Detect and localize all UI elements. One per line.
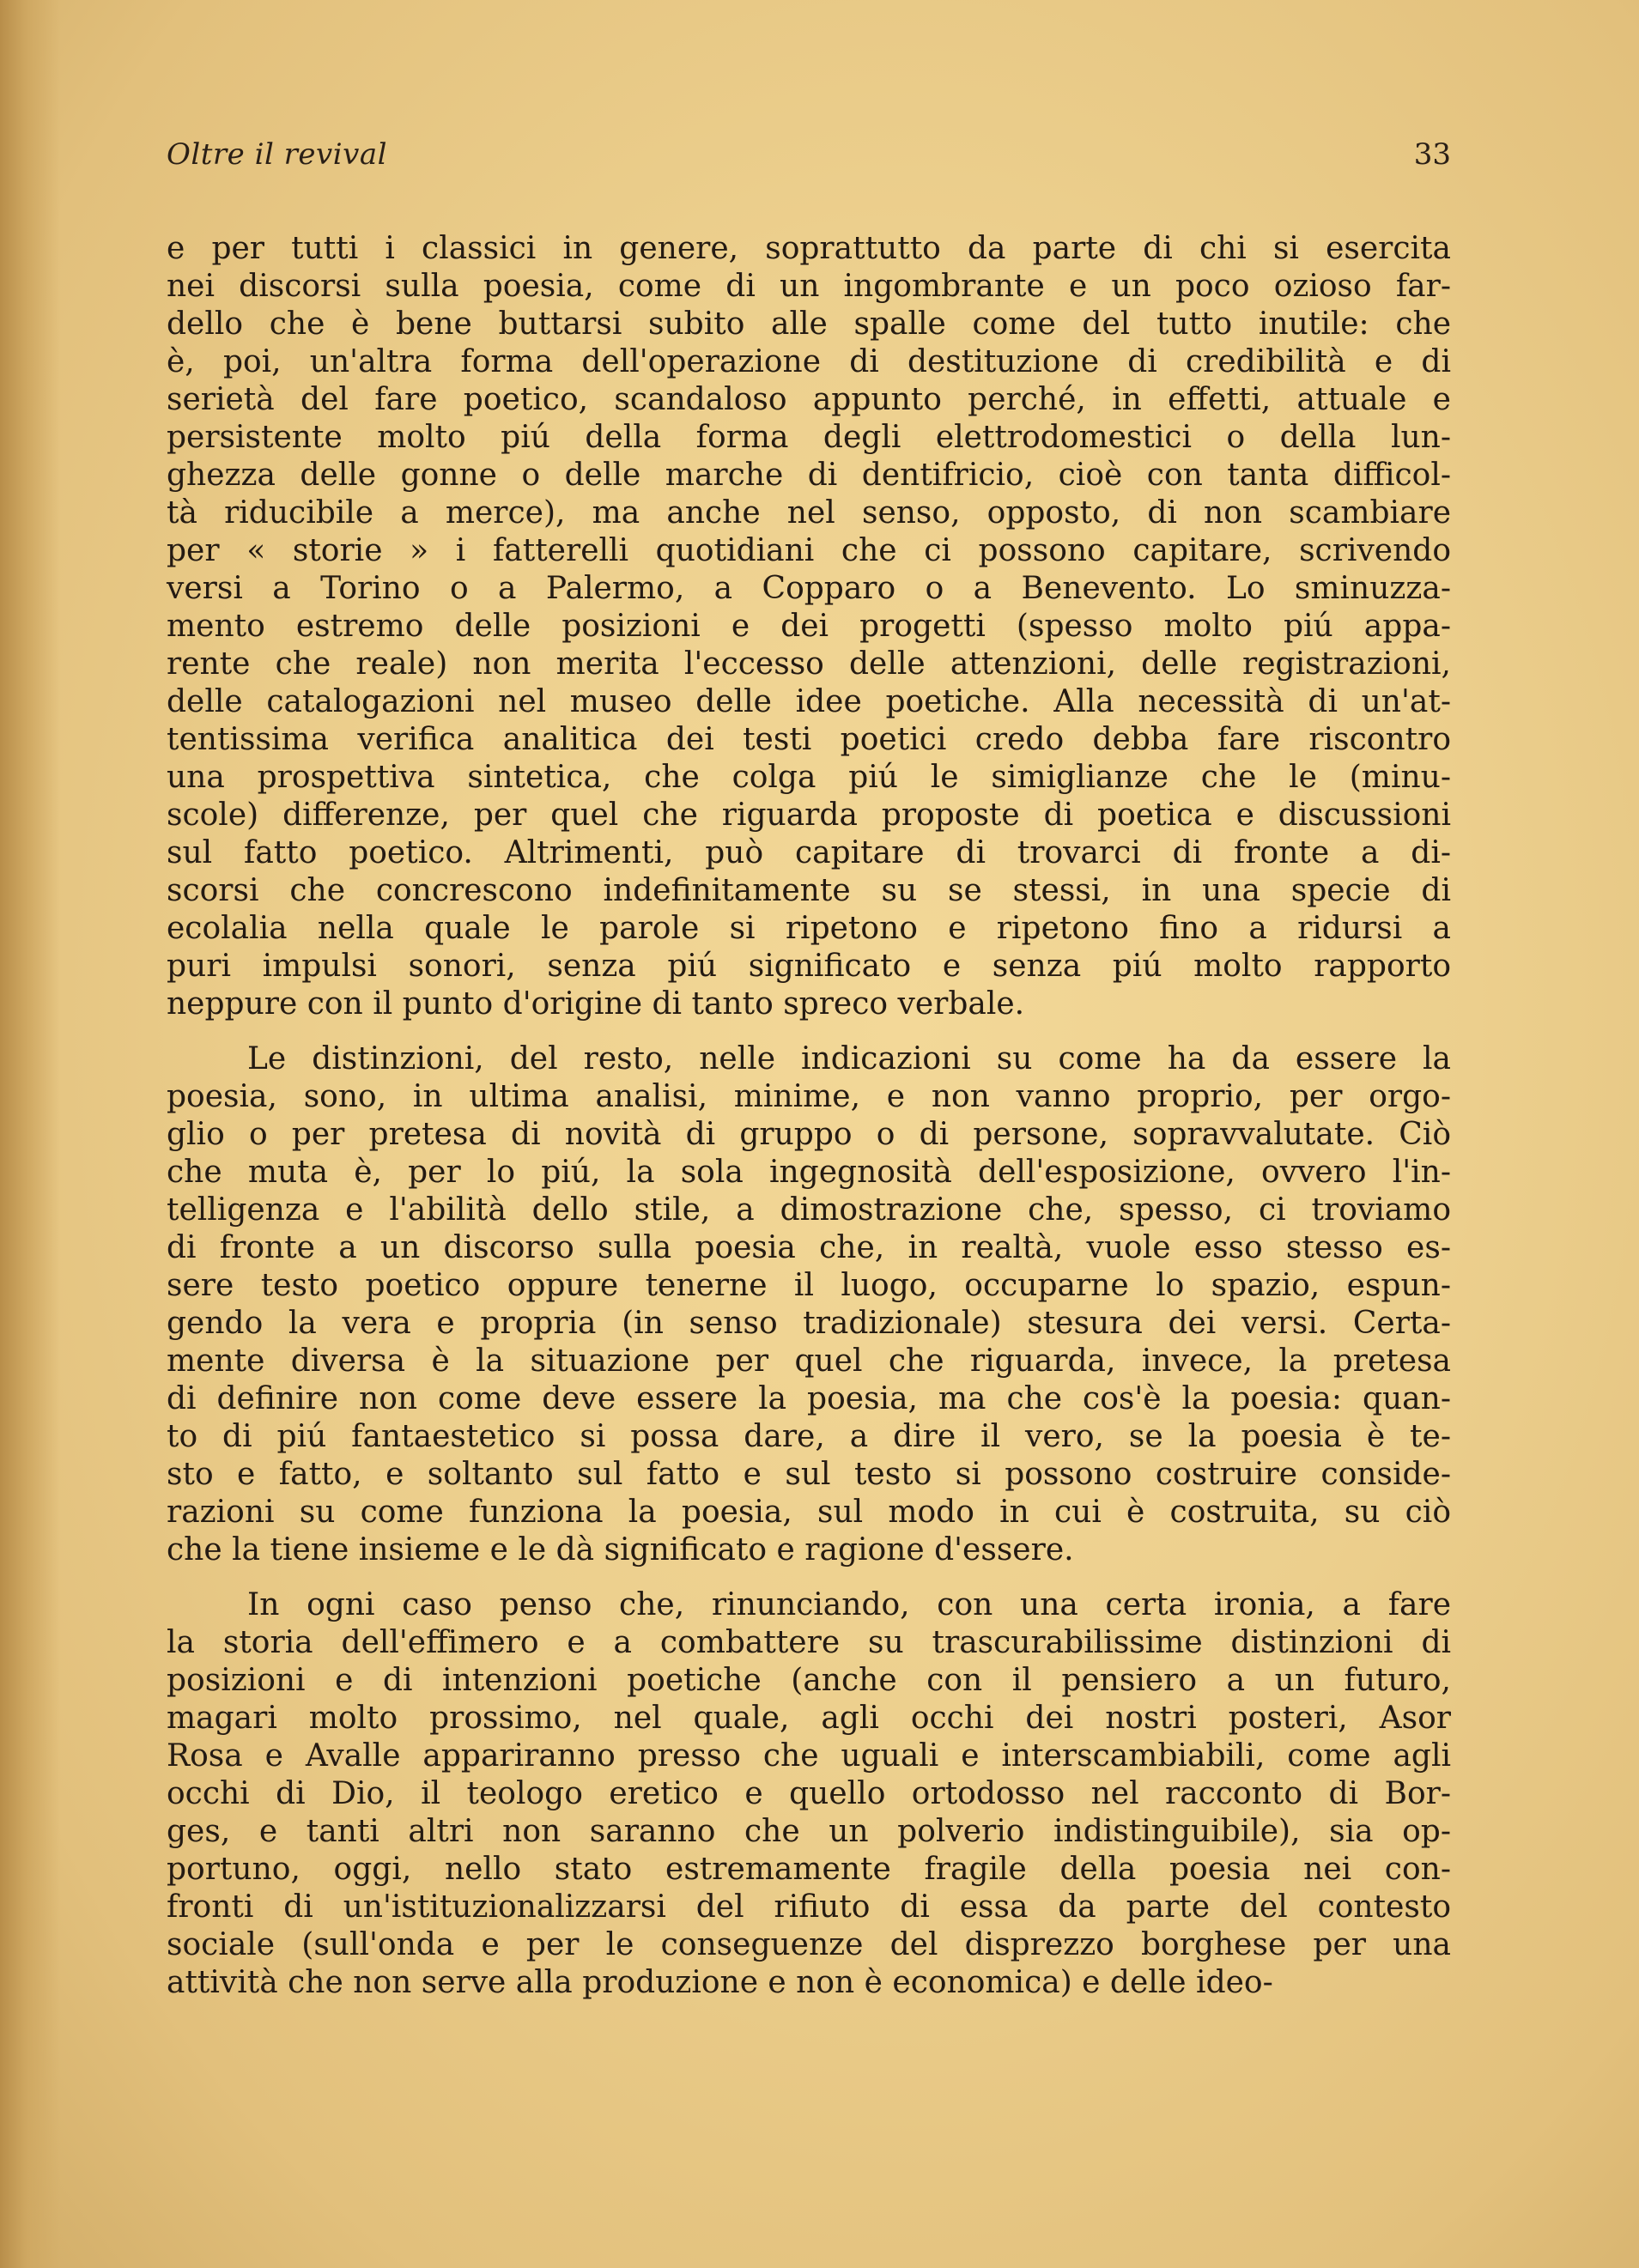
text-line: di definire non come deve essere la poesia, ma che cos'è la poesia: quan- <box>167 1381 1451 1416</box>
text-line: glio o per pretesa di novità di gruppo o di persone, sopravvalutate. Ciò <box>167 1117 1451 1152</box>
text-line: tentissima verifica analitica dei testi poetici credo debba fare riscontro <box>167 722 1451 757</box>
text-line: neppure con il punto d'origine di tanto spreco verbale. <box>167 986 1025 1022</box>
text-line: razioni su come funziona la poesia, sul modo in cui è costruita, su ciò <box>167 1495 1451 1530</box>
text-line: la storia dell'effimero e a combattere su trascurabilissime distinzioni di <box>167 1625 1451 1660</box>
text-line: tà riducibile a merce), ma anche nel senso, opposto, di non scambiare <box>167 495 1451 531</box>
text-line: che muta è, per lo piú, la sola ingegnosità dell'esposizione, ovvero l'in- <box>167 1155 1451 1190</box>
text-line: ges, e tanti altri non saranno che un polverio indistinguibile), sia op- <box>167 1814 1451 1849</box>
text-line: serietà del fare poetico, scandaloso appunto perché, in effetti, attuale e <box>167 382 1451 417</box>
running-title: Oltre il revival <box>167 137 387 172</box>
text-line: scole) differenze, per quel che riguarda proposte di poetica e discussioni <box>167 797 1451 833</box>
text-line: che la tiene insieme e le dà significato e ragione d'essere. <box>167 1532 1074 1568</box>
text-line: rente che reale) non merita l'eccesso delle attenzioni, delle registrazioni, <box>167 646 1451 682</box>
text-line: gendo la vera e propria (in senso tradizionale) stesura dei versi. Certa- <box>167 1306 1451 1341</box>
text-line: posizioni e di intenzioni poetiche (anche con il pensiero a un futuro, <box>167 1663 1451 1698</box>
text-line: è, poi, un'altra forma dell'operazione di destituzione di credibilità e di <box>167 344 1451 379</box>
text-line: occhi di Dio, il teologo eretico e quello ortodosso nel racconto di Bor- <box>167 1776 1451 1811</box>
text-line: sociale (sull'onda e per le conseguenze del disprezzo borghese per una <box>167 1927 1451 1962</box>
text-line: puri impulsi sonori, senza piú significato e senza piú molto rapporto <box>167 949 1451 984</box>
paragraph <box>167 1586 1451 2002</box>
text-line: fronti di un'istituzionalizzarsi del rifiuto di essa da parte del contesto <box>167 1889 1451 1925</box>
text-line: per « storie » i fatterelli quotidiani che ci possono capitare, scrivendo <box>167 533 1451 568</box>
text-line: sul fatto poetico. Altrimenti, può capitare di trovarci di fronte a di- <box>167 835 1451 870</box>
text-line: ecolalia nella quale le parole si ripetono e ripetono fino a ridursi a <box>167 911 1451 946</box>
text-line: Le distinzioni, del resto, nelle indicazioni su come ha da essere la <box>247 1041 1451 1076</box>
running-head <box>167 137 1451 189</box>
text-line: di fronte a un discorso sulla poesia che, in realtà, vuole esso stesso es- <box>167 1230 1451 1265</box>
text-line: mente diversa è la situazione per quel che riguarda, invece, la pretesa <box>167 1343 1451 1379</box>
text-line: to di piú fantaestetico si possa dare, a dire il vero, se la poesia è te- <box>167 1419 1451 1454</box>
text-line: attività che non serve alla produzione e non è economica) e delle ideo- <box>167 1965 1273 2000</box>
page-number: 33 <box>1413 137 1451 172</box>
text-line: nei discorsi sulla poesia, come di un ingombrante e un poco ozioso far- <box>167 269 1451 304</box>
text-line: e per tutti i classici in genere, soprattutto da parte di chi si esercita <box>167 231 1451 266</box>
paragraph <box>167 1040 1451 1569</box>
text-line: versi a Torino o a Palermo, a Copparo o a Benevento. Lo sminuzza- <box>167 571 1451 606</box>
text-line: sere testo poetico oppure tenerne il luogo, occuparne lo spazio, espun- <box>167 1268 1451 1303</box>
text-line: dello che è bene buttarsi subito alle spalle come del tutto inutile: che <box>167 306 1451 342</box>
text-line: telligenza e l'abilità dello stile, a dimostrazione che, spesso, ci troviamo <box>167 1192 1451 1228</box>
text-line: sto e fatto, e soltanto sul fatto e sul testo si possono costruire conside- <box>167 1457 1451 1492</box>
body-text <box>167 230 1451 2019</box>
text-line: persistente molto piú della forma degli elettrodomestici o della lun- <box>167 420 1451 455</box>
text-line: mento estremo delle posizioni e dei progetti (spesso molto piú appa- <box>167 609 1451 644</box>
text-line: portuno, oggi, nello stato estremamente fragile della poesia nei con- <box>167 1852 1451 1887</box>
text-line: una prospettiva sintetica, che colga piú le simiglianze che le (minu- <box>167 760 1451 795</box>
text-line: poesia, sono, in ultima analisi, minime, e non vanno proprio, per orgo- <box>167 1079 1451 1114</box>
text-line: scorsi che concrescono indefinitamente su se stessi, in una specie di <box>167 873 1451 908</box>
page-spine-shadow <box>0 0 60 2268</box>
text-line: Rosa e Avalle appariranno presso che uguali e interscambiabili, come agli <box>167 1738 1451 1774</box>
text-line: ghezza delle gonne o delle marche di dentifricio, cioè con tanta difficol- <box>167 458 1451 493</box>
text-line: In ogni caso penso che, rinunciando, con una certa ironia, a fare <box>247 1587 1451 1622</box>
text-line: magari molto prossimo, nel quale, agli occhi dei nostri posteri, Asor <box>167 1701 1451 1736</box>
paragraph <box>167 230 1451 1023</box>
text-line: delle catalogazioni nel museo delle idee poetiche. Alla necessità di un'at- <box>167 684 1451 719</box>
